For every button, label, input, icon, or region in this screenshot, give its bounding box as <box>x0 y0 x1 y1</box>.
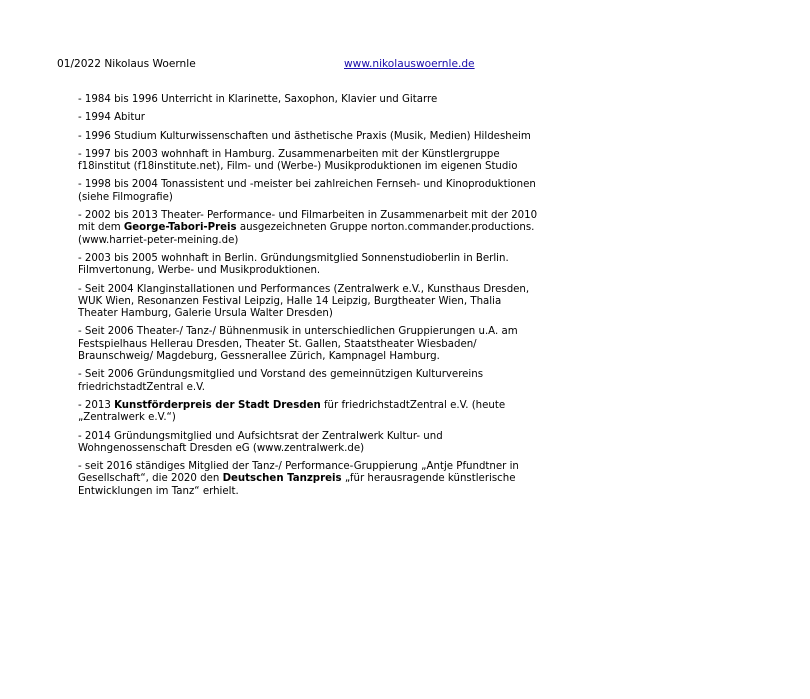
entry-text: - Seit 2006 Theater-/ Tanz-/ Bühnenmusik in unterschiedlichen Gruppierungen u.A. am <box>78 326 518 338</box>
cv-entry <box>78 461 548 498</box>
entry-text: - 1994 Abitur <box>78 112 145 124</box>
entry-text: ausgezeichneten Gruppe norton.commander.productions. <box>236 222 535 234</box>
cv-entry <box>78 179 548 204</box>
entry-text: - 1998 bis 2004 Tonassistent und -meister bei zahlreichen Fernseh- und Kinoproduktionen <box>78 179 536 191</box>
entry-text: - 1984 bis 1996 Unterricht in Klarinette, Saxophon, Klavier und Gitarre <box>78 94 438 105</box>
entry-text: - 2013 <box>78 399 115 411</box>
entry-text: WUK Wien, Resonanzen Festival Leipzig, Halle 14 Leipzig, Burgtheater Wien, Thalia <box>78 295 502 307</box>
entry-text: friedrichstadtZentral e.V. <box>78 381 206 393</box>
date-author: 01/2022 Nikolaus Woernle <box>57 58 196 70</box>
document-header <box>57 57 777 71</box>
cv-entry <box>78 400 548 425</box>
website-link[interactable]: www.nikolauswoernle.de <box>344 58 475 70</box>
award-name: Kunstförderpreis der Stadt Dresden <box>114 399 321 411</box>
entry-text: (siehe Filmografie) <box>78 191 173 203</box>
entry-text: „für herausragende künstlerische <box>341 473 516 485</box>
cv-entries-list <box>78 94 548 504</box>
entry-text: Wohngenossenschaft Dresden eG (www.zentralwerk.de) <box>78 442 365 454</box>
cv-entry <box>78 284 548 321</box>
cv-entry <box>78 253 548 278</box>
entry-text: Gesellschaft“, die 2020 den <box>78 473 223 485</box>
award-name: Deutschen Tanzpreis <box>222 473 342 485</box>
entry-text: - 1996 Studium Kulturwissenschaften und ästhetische Praxis (Musik, Medien) Hildesheim <box>78 130 531 142</box>
entry-text: - 2014 Gründungsmitglied und Aufsichtsrat der Zentralwerk Kultur- und <box>78 430 443 442</box>
cv-entry <box>78 112 548 124</box>
entry-text: „Zentralwerk e.V.“) <box>78 412 176 424</box>
entry-text: Festspielhaus Hellerau Dresden, Theater St. Gallen, Staatstheater Wiesbaden/ <box>78 338 477 350</box>
entry-text: - seit 2016 ständiges Mitglied der Tanz-/ Performance-Gruppierung „Antje Pfundtner in <box>78 461 519 473</box>
entry-text: - 2002 bis 2013 Theater- Performance- und Filmarbeiten in Zusammenarbeit mit der 2010 <box>78 210 538 222</box>
cv-entry <box>78 131 548 143</box>
entry-text: Filmvertonung, Werbe- und Musikproduktionen. <box>78 265 321 277</box>
entry-text: - Seit 2004 Klanginstallationen und Performances (Zentralwerk e.V., Kunsthaus Dresden, <box>78 283 530 295</box>
entry-text: Theater Hamburg, Galerie Ursula Walter Dresden) <box>78 308 333 320</box>
award-name: George-Tabori-Preis <box>123 222 237 234</box>
entry-text: Braunschweig/ Magdeburg, Gessnerallee Zürich, Kampnagel Hamburg. <box>78 351 440 363</box>
entry-text: Entwicklungen im Tanz“ erhielt. <box>78 485 239 497</box>
entry-text: - Seit 2006 Gründungsmitglied und Vorstand des gemeinnützigen Kulturvereins <box>78 369 484 381</box>
cv-entry <box>78 369 548 394</box>
cv-entry <box>78 94 548 106</box>
cv-entry <box>78 431 548 456</box>
entry-text: f18institut (f18institute.net), Film- und (Werbe-) Musikproduktionen im eigenen Studio <box>78 161 518 173</box>
entry-text: - 1997 bis 2003 wohnhaft in Hamburg. Zusammenarbeiten mit der Künstlergruppe <box>78 148 500 160</box>
cv-entry <box>78 210 548 247</box>
entry-text: für friedrichstadtZentral e.V. (heute <box>320 399 506 411</box>
cv-entry <box>78 149 548 174</box>
entry-text: (www.harriet-peter-meining.de) <box>78 234 239 246</box>
entry-text: - 2003 bis 2005 wohnhaft in Berlin. Gründungsmitglied Sonnenstudioberlin in Berlin. <box>78 252 509 264</box>
entry-text: mit dem <box>78 222 124 234</box>
cv-entry <box>78 326 548 363</box>
